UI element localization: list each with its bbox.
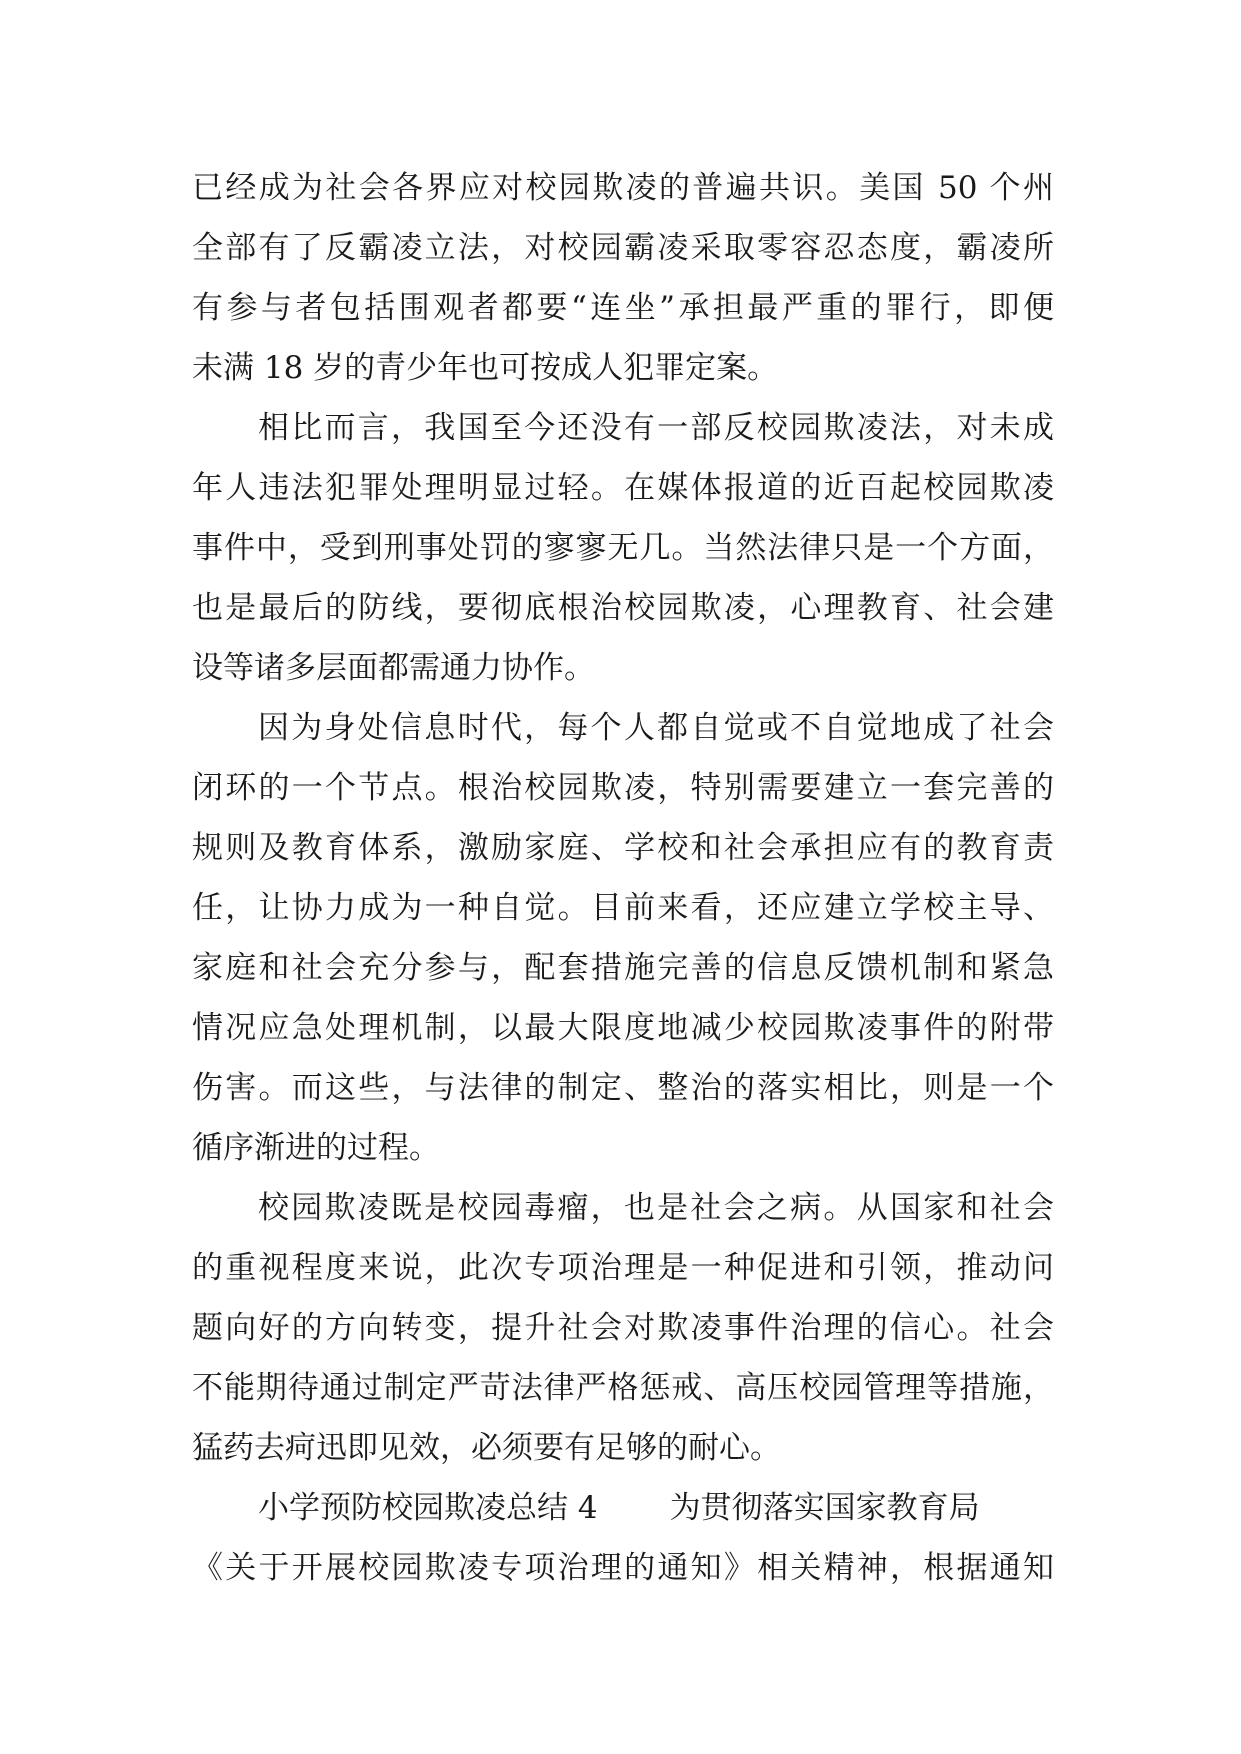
paragraph-3-line-3: 规则及教育体系，激励家庭、学校和社会承担应有的教育责 — [192, 830, 1054, 866]
paragraph-1-line-3: 有参与者包括围观者都要“连坐”承担最严重的罪行，即便 — [192, 290, 1054, 326]
paragraph-2-line-5: 设等诸多层面都需通力协作。 — [192, 650, 595, 686]
section-heading-follow-text: 为贯彻落实国家教育局 — [669, 1490, 980, 1526]
paragraph-5-line-1: 《关于开展校园欺凌专项治理的通知》相关精神，根据通知 — [192, 1550, 1054, 1586]
paragraph-3-line-2: 闭环的一个节点。根治校园欺凌，特别需要建立一套完善的 — [192, 770, 1054, 806]
paragraph-2-line-2: 年人违法犯罪处理明显过轻。在媒体报道的近百起校园欺凌 — [192, 470, 1054, 506]
document-body — [192, 158, 1054, 1598]
paragraph-4-line-3: 题向好的方向转变，提升社会对欺凌事件治理的信心。社会 — [192, 1310, 1054, 1346]
paragraph-4-line-2: 的重视程度来说，此次专项治理是一种促进和引领，推动问 — [192, 1250, 1054, 1286]
paragraph-4-line-4: 不能期待通过制定严苛法律严格惩戒、高压校园管理等措施， — [192, 1370, 1054, 1406]
paragraph-3-line-6: 情况应急处理机制，以最大限度地减少校园欺凌事件的附带 — [192, 1010, 1054, 1046]
paragraph-3-line-8: 循序渐进的过程。 — [192, 1130, 440, 1166]
section-heading: 小学预防校园欺凌总结 4 — [258, 1490, 598, 1526]
paragraph-3-line-4: 任，让协力成为一种自觉。目前来看，还应建立学校主导、 — [192, 890, 1054, 926]
paragraph-2-line-1: 相比而言，我国至今还没有一部反校园欺凌法，对未成 — [258, 410, 1054, 446]
paragraph-1-line-2: 全部有了反霸凌立法，对校园霸凌采取零容忍态度，霸凌所 — [192, 230, 1054, 266]
paragraph-3-line-1: 因为身处信息时代，每个人都自觉或不自觉地成了社会 — [258, 710, 1054, 746]
paragraph-3-line-7: 伤害。而这些，与法律的制定、整治的落实相比，则是一个 — [192, 1070, 1054, 1106]
section-heading-line — [192, 1478, 1054, 1538]
paragraph-1-line-4: 未满 18 岁的青少年也可按成人犯罪定案。 — [192, 350, 779, 386]
paragraph-2-line-3: 事件中，受到刑事处罚的寥寥无几。当然法律只是一个方面， — [192, 530, 1054, 566]
paragraph-1-line-1: 已经成为社会各界应对校园欺凌的普遍共识。美国 50 个州 — [192, 170, 1054, 206]
paragraph-4-line-1: 校园欺凌既是校园毒瘤，也是社会之病。从国家和社会 — [258, 1190, 1054, 1226]
paragraph-3-line-5: 家庭和社会充分参与，配套措施完善的信息反馈机制和紧急 — [192, 950, 1054, 986]
paragraph-4-line-5: 猛药去疴迅即见效，必须要有足够的耐心。 — [192, 1430, 781, 1466]
paragraph-2-line-4: 也是最后的防线，要彻底根治校园欺凌，心理教育、社会建 — [192, 590, 1054, 626]
